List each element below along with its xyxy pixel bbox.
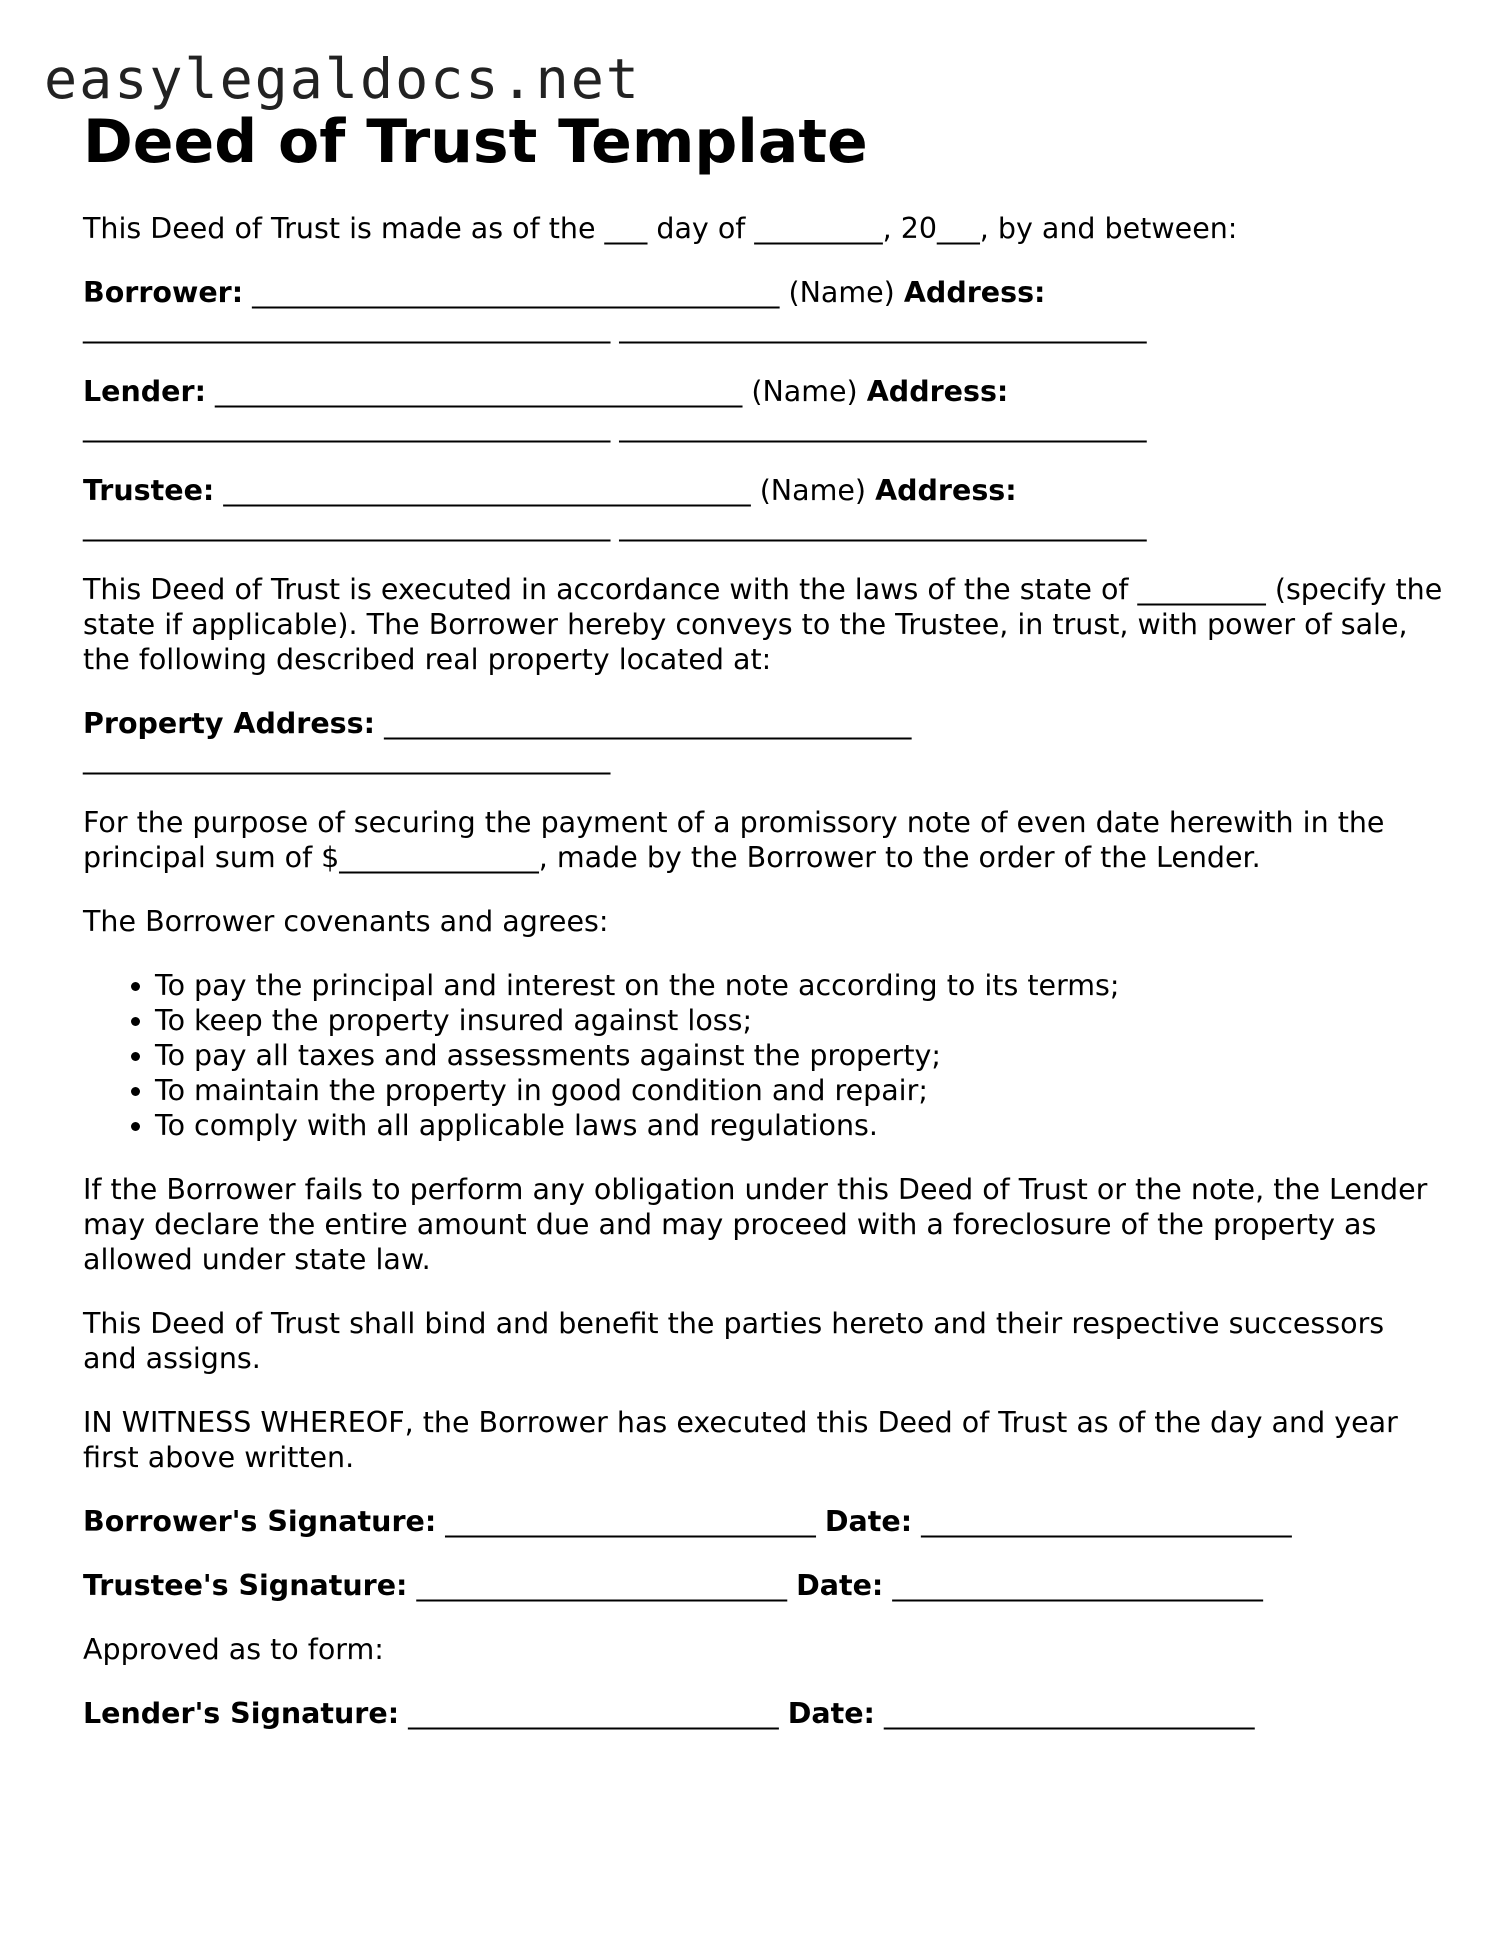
lender-date-blank[interactable]: __________________________ bbox=[884, 1697, 1255, 1730]
approved-as-to-form: Approved as to form: bbox=[83, 1633, 384, 1666]
borrower-date-blank[interactable]: __________________________ bbox=[921, 1505, 1292, 1538]
lender-name-blank[interactable]: _____________________________________ bbox=[215, 375, 743, 408]
trustee-name-blank[interactable]: _____________________________________ bbox=[223, 474, 751, 507]
property-address bbox=[83, 706, 1443, 776]
covenant-item: • To comply with all applicable laws and regulations. bbox=[155, 1108, 1443, 1143]
borrower-signature-blank[interactable]: __________________________ bbox=[445, 1505, 816, 1538]
lender-address-blank[interactable]: _____________________________________ _____________________________________ bbox=[83, 410, 1147, 443]
lender-party bbox=[83, 374, 1443, 444]
trustee-name-hint: (Name) bbox=[759, 474, 867, 507]
covenant-item: • To pay all taxes and assessments against the property; bbox=[155, 1038, 1443, 1073]
binding-clause: This Deed of Trust shall bind and benefit the parties hereto and their respective successors and assigns. bbox=[83, 1307, 1385, 1375]
document-title: Deed of Trust Template bbox=[83, 107, 868, 177]
witness-clause: IN WITNESS WHEREOF, the Borrower has executed this Deed of Trust as of the day and year first above written. bbox=[83, 1406, 1398, 1474]
borrower-name-hint: (Name) bbox=[788, 276, 895, 309]
covenants-intro: The Borrower covenants and agrees: bbox=[83, 905, 609, 938]
document-body bbox=[83, 211, 1443, 1760]
lender-signature-line bbox=[83, 1696, 1443, 1731]
lender-date-label: Date: bbox=[787, 1697, 875, 1730]
borrower-address-label: Address: bbox=[903, 276, 1046, 309]
lender-signature-blank[interactable]: __________________________ bbox=[408, 1697, 779, 1730]
property-address-blank[interactable]: _____________________________________ _____________________________________ bbox=[83, 707, 912, 775]
borrower-label: Borrower: bbox=[83, 276, 244, 309]
trustee-date-label: Date: bbox=[796, 1569, 884, 1602]
lender-name-hint: (Name) bbox=[751, 375, 858, 408]
covenant-item: • To keep the property insured against loss; bbox=[155, 1003, 1443, 1038]
trustee-signature-line bbox=[83, 1568, 1443, 1603]
trustee-signature-blank[interactable]: __________________________ bbox=[416, 1569, 787, 1602]
covenants-list bbox=[83, 968, 1443, 1143]
trustee-address-blank[interactable]: _____________________________________ _____________________________________ bbox=[83, 509, 1147, 542]
trustee-date-blank[interactable]: __________________________ bbox=[892, 1569, 1263, 1602]
purpose-paragraph: For the purpose of securing the payment of a promissory note of even date herewith in the principal sum of $______________, made by the Borrower to the order of the Lender. bbox=[83, 806, 1385, 874]
trustee-address-label: Address: bbox=[875, 474, 1017, 507]
borrower-signature-label: Borrower's Signature: bbox=[83, 1505, 437, 1538]
trustee-signature-label: Trustee's Signature: bbox=[83, 1569, 408, 1602]
site-watermark: easylegaldocs.net bbox=[44, 47, 641, 111]
covenant-item: • To pay the principal and interest on the note according to its terms; bbox=[155, 968, 1443, 1003]
default-clause: If the Borrower fails to perform any obligation under this Deed of Trust or the note, the Lender may declare the entire amount due and may proceed with a foreclosure of the property as allowed under state law. bbox=[83, 1173, 1428, 1276]
trustee-party bbox=[83, 473, 1443, 543]
governing-law-paragraph: This Deed of Trust is executed in accordance with the laws of the state of _________ (specify the state if applicable). The Borrower hereby conveys to the Trustee, in trust, with power of sale, the following described real property located at: bbox=[83, 573, 1443, 676]
covenant-item: • To maintain the property in good condition and repair; bbox=[155, 1073, 1443, 1108]
property-address-label: Property Address: bbox=[83, 707, 375, 740]
borrower-address-blank[interactable]: _____________________________________ _____________________________________ bbox=[83, 311, 1147, 344]
lender-address-label: Address: bbox=[866, 375, 1009, 408]
borrower-name-blank[interactable]: _____________________________________ bbox=[252, 276, 780, 309]
lender-label: Lender: bbox=[83, 375, 206, 408]
borrower-party bbox=[83, 275, 1443, 345]
borrower-date-label: Date: bbox=[824, 1505, 913, 1538]
lender-signature-label: Lender's Signature: bbox=[83, 1697, 400, 1730]
borrower-signature-line bbox=[83, 1504, 1443, 1539]
trustee-label: Trustee: bbox=[83, 474, 215, 507]
intro-paragraph: This Deed of Trust is made as of the ___ day of _________, 20___, by and between: bbox=[83, 212, 1238, 245]
